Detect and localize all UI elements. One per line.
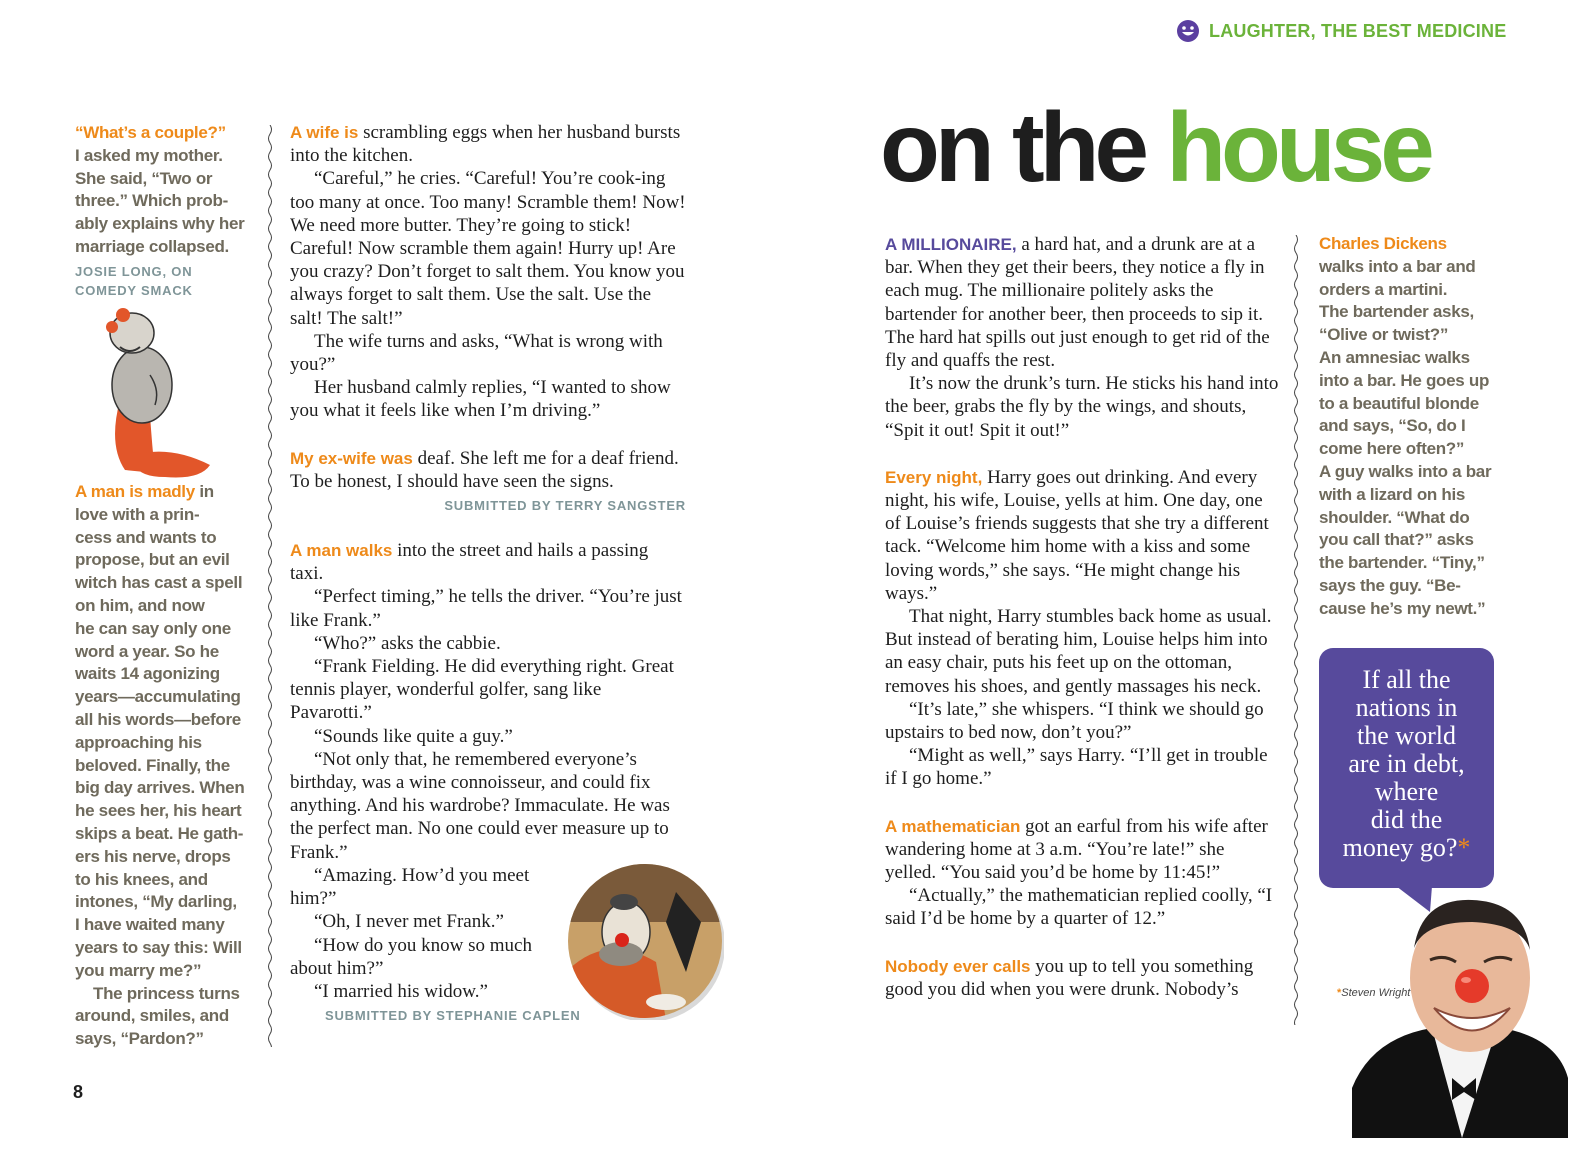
quote-credit: JOSIE LONG, ON <box>75 263 193 279</box>
madly-line: around, smiles, and <box>75 1006 229 1026</box>
quote-line: three.” Which prob- <box>75 191 228 211</box>
man-walks-credit: SUBMITTED BY STEPHANIE CAPLEN <box>325 1008 581 1024</box>
bubble-attribution: *Steven Wright <box>1337 987 1411 999</box>
madly-line: cess and wants to <box>75 527 217 547</box>
title-part2: house <box>1166 92 1430 202</box>
nobody-p1: Nobody ever calls you up to tell you something good you did when you were drunk. Nobody’s <box>885 955 1254 1000</box>
madly-line: word a year. So he <box>75 641 219 661</box>
sidebar-line: come here often?” <box>1319 439 1465 459</box>
madly-line: he sees her, his heart <box>75 801 242 821</box>
sidebar-line: to a beautiful blonde <box>1319 393 1479 413</box>
quote-line: ably explains why her <box>75 214 245 234</box>
sidebar-line: A guy walks into a bar <box>1319 461 1492 481</box>
madly-line: propose, but an evil <box>75 550 230 570</box>
millionaire-p2: It’s now the drunk’s turn. He sticks his hand into the beer, grabs the fly by the wings, and shouts, “Spit it out! Spit it out!” <box>885 373 1279 441</box>
every-night-p2: That night, Harry stumbles back home as usual. But instead of berating him, Louise helps him into an easy chair, puts his feet up on the ottoman, removes his shoes, and gently massages his neck. <box>885 606 1272 697</box>
wife-joke-p4: Her husband calmly replies, “I wanted to show you what it feels like when I’m driving.” <box>290 377 671 422</box>
sidebar-line: with a lizard on his <box>1319 484 1466 504</box>
man-walks-p4: “Frank Fielding. He did everything right. Great tennis player, wonderful golfer, sang like Pavarotti.” <box>290 656 674 724</box>
madly-first-line: A man is madly in <box>75 482 214 501</box>
asterisk: * <box>1337 987 1342 999</box>
ex-wife-credit: SUBMITTED BY TERRY SANGSTER <box>444 498 686 514</box>
madly-line: years to say this: Will <box>75 937 242 957</box>
madly-line: all his words—before <box>75 709 241 729</box>
madly-line: The princess turns <box>93 983 240 1003</box>
title-part1: on the <box>880 92 1144 202</box>
smiley-icon <box>1176 19 1200 43</box>
man-walks-p7: “Amazing. How’d you meet him?” <box>290 864 530 910</box>
madly-line: beloved. Finally, the <box>75 755 230 775</box>
mathematician-p1: A mathematician got an earful from his wife after wandering home at 3 a.m. “You’re late!” she yelled. “You said you’d be home by 11:45!” <box>885 815 1268 884</box>
quote-credit: COMEDY SMACK <box>75 282 193 298</box>
quote-line: She said, “Two or <box>75 168 213 188</box>
sidebar-line: orders a martini. <box>1319 279 1448 299</box>
right-sidebar <box>1319 233 1499 621</box>
madly-line: love with a prin- <box>75 504 200 524</box>
quote-line: marriage collapsed. <box>75 236 229 256</box>
wife-joke-p3: The wife turns and asks, “What is wrong with you?” <box>290 330 663 376</box>
sidebar-line: into a bar. He goes up <box>1319 370 1490 390</box>
wife-joke-p1: A wife is scrambling eggs when her husband bursts into the kitchen. <box>290 122 681 167</box>
sidebar-line: you call that?” asks <box>1319 530 1474 550</box>
steven-wright-photo <box>1352 888 1568 1138</box>
column-divider <box>1292 235 1300 1025</box>
man-walks-p10: “I married his widow.” <box>314 980 488 1002</box>
wife-joke-p2: “Careful,” he cries. “Careful! You’re cook-ing too many at once. Too many! Scramble them! Now! We need more butter. They’re going to stick! Careful! Now scramble them again! Hurry up! Are you crazy? Don’t forget to salt them. You know you always forget to salt them. Use the salt. Use the salt! The salt!” <box>290 168 686 329</box>
man-walks-p9: “How do you know so much about him?” <box>290 934 532 979</box>
every-night-p1: Every night, Harry goes out drinking. And every night, his wife, Louise, yells at him. One day, one of Louise’s friends suggests that she try a different tack. “Welcome him home with a kiss and some loving words,” she says. “He might change his ways.” <box>885 466 1269 604</box>
madly-story <box>75 481 255 1051</box>
sidebar-line: walks into a bar and <box>1319 256 1476 276</box>
asterisk: * <box>1457 833 1471 862</box>
madly-line: big day arrives. When <box>75 778 245 798</box>
column-divider <box>266 125 274 1047</box>
cartoon-man-illustration <box>80 305 220 480</box>
quote-line: I asked my mother. <box>75 145 223 165</box>
sidebar-line: the bartender. “Tiny,” <box>1319 553 1485 573</box>
millionaire-p1: A MILLIONAIRE, a hard hat, and a drunk are at a bar. When they get their beers, they notice a fly in each mug. The millionaire politely asks the bartender for another beer, then proceeds to sip it. The hard hat spills out just enough to get rid of the fly and quaffs the rest. <box>885 234 1270 372</box>
madly-line: intones, “My darling, <box>75 892 237 912</box>
madly-line: years—accumulating <box>75 687 241 707</box>
every-night-p4: “Might as well,” says Harry. “I’ll get in trouble if I go home.” <box>885 745 1268 790</box>
column-3 <box>885 233 1279 1001</box>
section-title: LAUGHTER, THE BEST MEDICINE <box>1209 20 1507 41</box>
madly-line: skips a beat. He gath- <box>75 823 244 843</box>
dickens-lead: Charles Dickens <box>1319 234 1447 253</box>
sidebar-line: “Olive or twist?” <box>1319 325 1449 345</box>
madly-line: witch has cast a spell <box>75 573 243 593</box>
ex-wife-joke: My ex-wife was deaf. She left me for a deaf friend. To be honest, I should have seen the signs. <box>290 447 679 492</box>
man-walks-p1: A man walks into the street and hails a passing taxi. <box>290 540 649 585</box>
sidebar-line: and says, “So, do I <box>1319 416 1466 436</box>
madly-line: to his knees, and <box>75 869 208 889</box>
page-title <box>880 92 1430 202</box>
sidebar-line: shoulder. “What do <box>1319 507 1470 527</box>
madly-line: waits 14 agonizing <box>75 664 220 684</box>
every-night-p3: “It’s late,” she whispers. “I think we should go upstairs to bed now, don’t you?” <box>885 698 1264 744</box>
madly-line: you marry me?” <box>75 960 202 980</box>
quote-lead: “What’s a couple?” <box>75 123 226 142</box>
sidebar-line: An amnesiac walks <box>1319 347 1470 367</box>
sidebar-line: cause he’s my newt.” <box>1319 598 1486 618</box>
cab-driver-illustration <box>566 862 724 1020</box>
madly-line: says, “Pardon?” <box>75 1029 204 1049</box>
madly-line: ers his nerve, drops <box>75 846 231 866</box>
madly-line: on him, and now <box>75 595 205 615</box>
speech-bubble <box>1319 648 1494 888</box>
bubble-text: If all the nations in the world are in debt, where did the money go?* <box>1342 665 1471 862</box>
madly-line: approaching his <box>75 732 202 752</box>
madly-line: I have waited many <box>75 915 225 935</box>
man-walks-p8: “Oh, I never met Frank.” <box>314 911 504 933</box>
man-walks-p2: “Perfect timing,” he tells the driver. “You’re just like Frank.” <box>290 586 682 631</box>
page-number: 8 <box>73 1082 84 1102</box>
man-walks-p5: “Sounds like quite a guy.” <box>314 725 513 747</box>
left-sidebar <box>75 122 255 300</box>
sidebar-line: The bartender asks, <box>1319 302 1474 322</box>
section-header <box>1176 19 1506 43</box>
madly-line: he can say only one <box>75 618 231 638</box>
sidebar-line: says the guy. “Be- <box>1319 575 1461 595</box>
mathematician-p2: “Actually,” the mathematician replied coolly, “I said I’d be home by a quarter of 12.” <box>885 885 1273 930</box>
man-walks-p6: “Not only that, he remembered everyone’s birthday, was a wine connoisseur, and could fix anything. And his wardrobe? Immaculate. He was the perfect man. No one could ever measure up to Frank.” <box>290 748 670 863</box>
man-walks-p3: “Who?” asks the cabbie. <box>314 632 501 654</box>
